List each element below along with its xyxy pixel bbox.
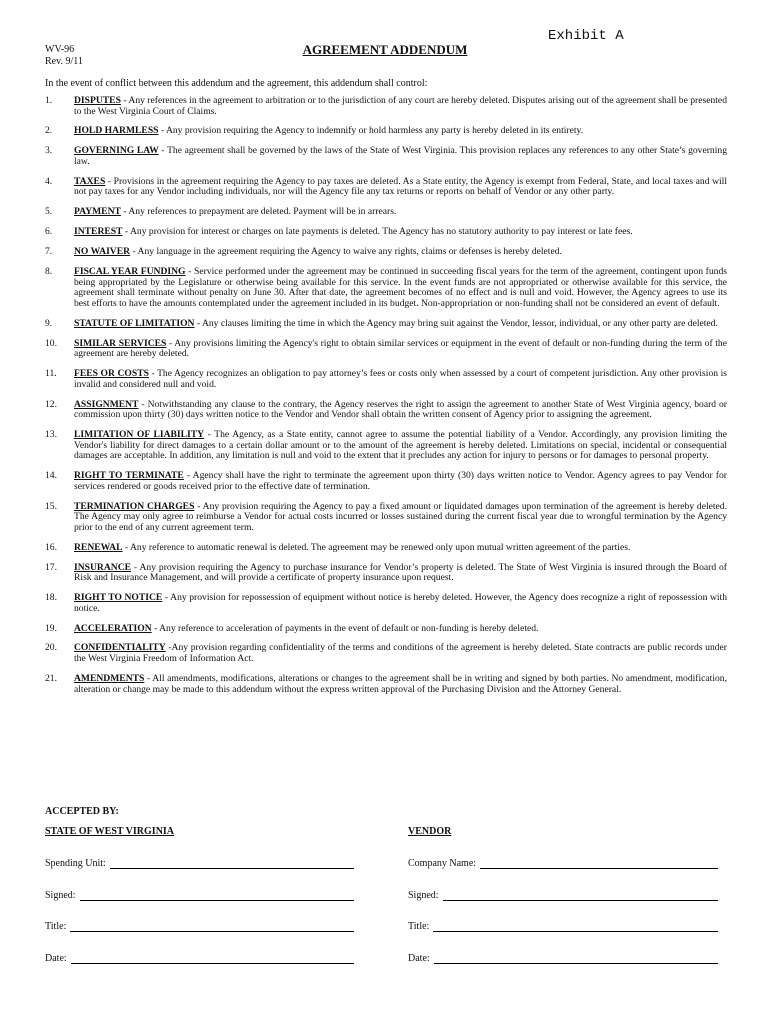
form-revision: Rev. 9/11 <box>45 56 83 67</box>
clause-number: 10. <box>45 337 57 349</box>
clause-number: 5. <box>45 206 53 218</box>
clause-text: - The agreement shall be governed by the laws of the State of West Virginia. This provision replaces any references to any other State’s governing law. <box>74 145 727 167</box>
field-label: Spending Unit: <box>45 858 106 869</box>
clause-item <box>45 430 727 462</box>
clause-text: - Any provision for repossession of equipment without notice is hereby deleted. However, the Agency does recognize a right of repossession with notice. <box>74 592 728 614</box>
clause-number: 1. <box>45 95 53 106</box>
clause-heading: ASSIGNMENT <box>74 398 139 410</box>
signature-line[interactable] <box>443 891 718 901</box>
intro-text: In the event of conflict between this addendum and the agreement, this addendum shall control: <box>45 78 428 89</box>
field-label: Date: <box>408 952 430 964</box>
clause-heading: AMENDMENTS <box>74 672 145 684</box>
vendor-signature-block <box>408 826 718 984</box>
signature-line[interactable] <box>70 922 354 932</box>
vendor-signed-row[interactable] <box>408 890 718 901</box>
clause-text: - The Agency recognizes an obligation to pay attorney’s fees or costs only when assessed by a court of competent jurisdiction. Any other provision is invalid and considered null and void. <box>74 368 727 390</box>
clause-number: 18. <box>45 592 57 604</box>
clause-number: 19. <box>45 622 57 634</box>
clause-heading: SIMILAR SERVICES <box>74 337 167 349</box>
clause-item <box>45 339 727 360</box>
signature-line[interactable] <box>433 922 718 932</box>
clause-heading: LIMITATION OF LIABILITY <box>74 429 205 441</box>
clause-number: 13. <box>45 429 57 441</box>
clause-heading: RIGHT TO NOTICE <box>74 592 163 604</box>
clause-heading: RIGHT TO TERMINATE <box>74 470 184 482</box>
clause-text: - Any provision requiring the Agency to purchase insurance for Vendor’s property is deleted. The State of West Virginia is insured through the Board of Risk and Insurance Management, and will provide a certificate of property insurance upon request. <box>74 561 727 584</box>
field-label: Company Name: <box>408 858 477 869</box>
clause-heading: HOLD HARMLESS <box>74 125 159 137</box>
clause-text: - Any language in the agreement requiring the Agency to waive any rights, claims or defenses is hereby deleted. <box>130 246 562 258</box>
clause-heading: DISPUTES <box>74 95 121 106</box>
clause-item <box>45 369 727 390</box>
clause-heading: RENEWAL <box>74 541 123 553</box>
signature-line[interactable] <box>80 891 354 901</box>
clause-number: 20. <box>45 642 57 654</box>
clause-number: 21. <box>45 672 57 684</box>
clause-text: - Service performed under the agreement may be continued in succeeding fiscal years for the term of the agreement, contingent upon funds being appropriated by the Legislature or otherwise being available for this service. In the event funds are not appropriated or otherwise available for this service, the agreement shall terminate without penalty on June 30. After that date, the agreement becomes of no effect and is null and void. However, the Agency agrees to use its best efforts to have the amounts contemplated under the agreement included in its budget. Non-appropriation or non-funding shall not be considered an event of default. <box>74 266 727 309</box>
clause-item <box>45 471 727 492</box>
form-code: WV-96 <box>45 44 75 55</box>
clause-heading: NO WAIVER <box>74 246 131 258</box>
clause-heading: TERMINATION CHARGES <box>74 500 195 512</box>
clause-item <box>45 146 727 167</box>
clause-text: - Any reference to acceleration of payments in the event of default or non-funding is hereby deleted. <box>151 622 539 634</box>
clause-item <box>45 563 727 584</box>
field-label: Signed: <box>408 889 439 901</box>
signature-line[interactable] <box>434 954 718 964</box>
clause-text: - Any provision for interest or charges on late payments is deleted. The Agency has no statutory authority to pay interest or late fees. <box>122 226 633 238</box>
clause-number: 17. <box>45 561 57 573</box>
clause-heading: FISCAL YEAR FUNDING <box>74 266 186 278</box>
clause-heading: STATUTE OF LIMITATION <box>74 317 195 329</box>
clause-heading: INSURANCE <box>74 561 132 573</box>
clause-heading: PAYMENT <box>74 206 121 218</box>
clause-text: - Any references in the agreement to arbitration or to the jurisdiction of any court are hereby deleted. Disputes arising out of the agreement shall be presented to the West Virginia Court of Claims. <box>74 95 727 117</box>
clause-item <box>45 126 727 137</box>
state-title-row[interactable] <box>45 921 354 932</box>
clause-heading: TAXES <box>74 175 106 187</box>
clause-item <box>45 643 727 664</box>
clause-text: - Provisions in the agreement requiring the Agency to pay taxes are deleted. As a State entity, the Agency is exempt from Federal, State, and local taxes and will not pay taxes for any Vendor including individuals, nor will the Agency file any tax returns or reports on behalf of Vendor or any other party. <box>74 175 727 198</box>
clause-text: - Any reference to automatic renewal is deleted. The agreement may be renewed only upon mutual written agreement of the parties. <box>122 541 631 553</box>
clause-number: 3. <box>45 145 53 157</box>
clause-item <box>45 227 727 238</box>
clause-number: 4. <box>45 175 53 187</box>
clause-item <box>45 319 727 330</box>
clause-heading: GOVERNING LAW <box>74 145 159 157</box>
clause-item <box>45 400 727 421</box>
clause-text: - Any references to prepayment are deleted. Payment will be in arrears. <box>120 206 397 218</box>
field-label: Signed: <box>45 889 76 901</box>
clause-text: - Any provisions limiting the Agency's right to obtain similar services or equipment in the event of default or non-funding during the term of the agreement are hereby deleted. <box>74 337 727 360</box>
clause-number: 8. <box>45 266 53 278</box>
exhibit-label: Exhibit A <box>548 28 624 44</box>
clause-item <box>45 502 727 534</box>
signature-line[interactable] <box>480 859 718 869</box>
clause-text: - Any clauses limiting the time in which the Agency may bring suit against the Vendor, lessor, individual, or any other party are deleted. <box>194 317 718 329</box>
clause-item <box>45 96 727 117</box>
clause-heading: FEES OR COSTS <box>74 368 149 380</box>
field-label: Title: <box>45 921 67 932</box>
clause-heading: CONFIDENTIALITY <box>74 642 166 654</box>
clause-item <box>45 543 727 554</box>
clause-item <box>45 593 727 614</box>
clause-item <box>45 207 727 218</box>
clause-heading: ACCELERATION <box>74 622 152 634</box>
state-date-row[interactable] <box>45 953 354 964</box>
clause-number: 12. <box>45 398 57 410</box>
clause-text: - Any provision requiring the Agency to indemnify or hold harmless any party is hereby deleted in its entirety. <box>158 125 584 137</box>
clause-list <box>45 96 727 704</box>
field-label: Date: <box>45 952 67 964</box>
clause-item <box>45 674 727 695</box>
clause-text: - Notwithstanding any clause to the contrary, the Agency reserves the right to assign the agreement to another State of West Virginia agency, board or commission upon thirty (30) days written notice to the Vendor and Vendor shall obtain the written consent of Agency prior to assigning the agreement. <box>74 398 727 421</box>
accepted-by-label: ACCEPTED BY: <box>45 806 119 817</box>
clause-number: 7. <box>45 246 53 258</box>
state-signature-block <box>45 826 354 984</box>
clause-text: - The Agency, as a State entity, cannot agree to assume the potential liability of a Vendor. Accordingly, any provision limiting the Vendor's liability for direct damages to a certain dollar amount or to the amount of the agreement is hereby deleted. Limitations on special, incidental or consequential damages are acceptable. In addition, any limitation is null and void to the extent that it precludes any action for injury to persons or for damages to personal property. <box>74 429 727 462</box>
clause-text: - All amendments, modifications, alterations or changes to the agreement shall be in writing and signed by both parties. No amendment, modification, alteration or change may be made to this addendum without the express written approval of the Purchasing Division and the Attorney General. <box>74 672 727 695</box>
signature-line[interactable] <box>71 954 354 964</box>
clause-number: 9. <box>45 317 53 329</box>
clause-number: 14. <box>45 470 57 482</box>
state-signed-row[interactable] <box>45 890 354 901</box>
clause-item <box>45 267 727 309</box>
clause-number: 11. <box>45 368 57 380</box>
state-spending-unit-row[interactable] <box>45 858 354 869</box>
clause-number: 2. <box>45 125 53 137</box>
clause-text: - Any provision requiring the Agency to pay a fixed amount or liquidated damages upon termination of the agreement is hereby deleted. The Agency may only agree to reimburse a Vendor for actual costs incurred or losses sustained during the current fiscal year due to wrongful termination by the Agency prior to the end of any current agreement term. <box>74 500 727 533</box>
state-title: STATE OF WEST VIRGINIA <box>45 826 175 837</box>
vendor-title: VENDOR <box>408 826 452 837</box>
vendor-date-row[interactable] <box>408 953 718 964</box>
clause-item <box>45 177 727 198</box>
clause-number: 6. <box>45 226 53 238</box>
signature-line[interactable] <box>110 859 354 869</box>
clause-item <box>45 247 727 258</box>
clause-item <box>45 624 727 635</box>
clause-text: -Any provision regarding confidentiality of the terms and conditions of the agreement is hereby deleted. State contracts are public records under the West Virginia Freedom of Information Act. <box>74 642 727 665</box>
clause-number: 16. <box>45 541 57 553</box>
clause-number: 15. <box>45 500 57 512</box>
clause-text: - Agency shall have the right to terminate the agreement upon thirty (30) days written notice to Vendor. Agency agrees to pay Vendor for services rendered or goods received prior to the effective date of termination. <box>74 470 727 492</box>
field-label: Title: <box>408 921 430 932</box>
vendor-company-row[interactable] <box>408 858 718 869</box>
vendor-title-row[interactable] <box>408 921 718 932</box>
document-title: AGREEMENT ADDENDUM <box>302 42 468 57</box>
clause-heading: INTEREST <box>74 226 123 238</box>
